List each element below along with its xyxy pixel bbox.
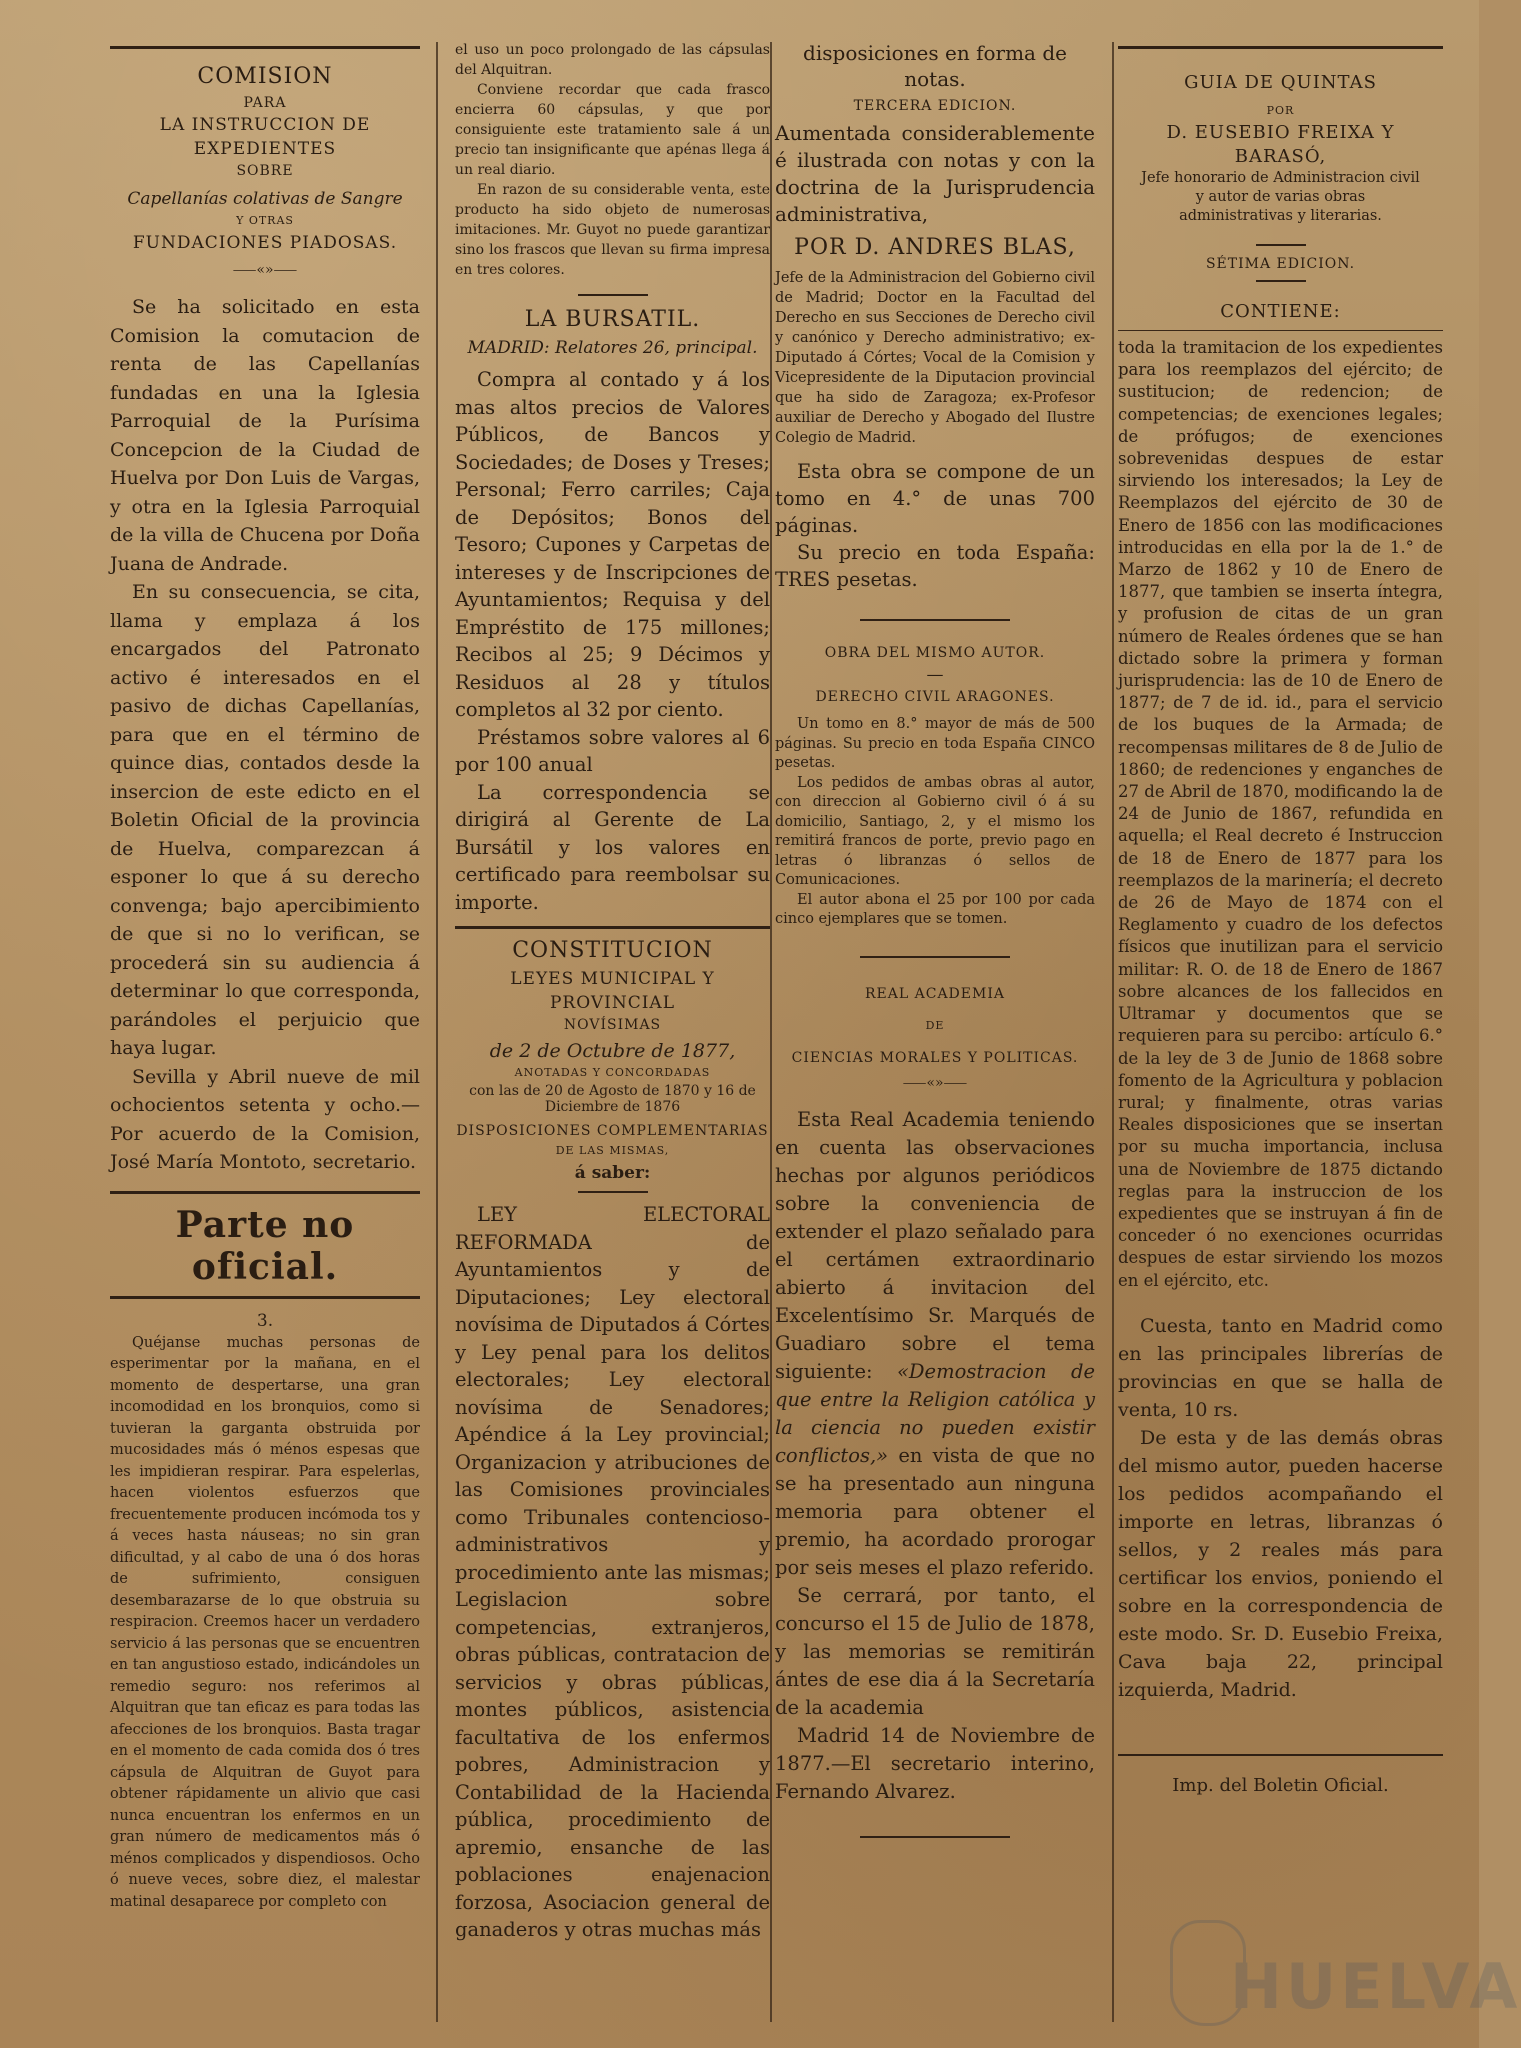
- heading-line: CIENCIAS MORALES Y POLITICAS.: [791, 1049, 1079, 1066]
- paragraph: Madrid 14 de Noviembre de 1877.—El secretario interino, Fernando Alvarez.: [775, 1723, 1095, 1803]
- heading-line: DERECHO CIVIL ARAGONES.: [815, 689, 1055, 705]
- ornament: ⸺«»⸺: [232, 262, 298, 278]
- heading-line: D. EUSEBIO FREIXA Y BARASÓ,: [1166, 122, 1395, 167]
- paragraph: De esta y de las demás obras del mismo autor, pueden hacerse los pedidos acompañando el importe en letras, libranzas ó sellos, y 2 reales más para certificar los envios, poniendo el sobre en la correspondencia de este modo. Sr. D. Eusebio Freixa, Cava baja 22, principal izquierda, Madrid.: [1118, 1426, 1443, 1701]
- paragraph: disposiciones en forma de notas.: [803, 41, 1067, 91]
- column-2: [455, 40, 770, 1988]
- heading-line: DE LAS MISMAS,: [555, 1144, 670, 1157]
- paragraph: En su consecuencia, se cita, llama y emplaza á los encargados del Patronato activo é interesados en el pasivo de dichas Capellanías, para que en el término de quince dias, contados desde la insercion de este edicto en el Boletin Oficial de la provincia de Huelva, comparezcan á esponer lo que á su derecho convenga; bajo apercibimiento de que si no lo verifican, se procederá sin su audiencia á determinar lo que corresponda, parándoles el perjuicio que haya lugar.: [110, 581, 420, 1059]
- rule: [578, 294, 648, 296]
- paragraph: Sevilla y Abril nueve de mil ochocientos setenta y ocho.—Por acuerdo de la Comision, José María Montoto, secretario.: [110, 1065, 420, 1173]
- heading-constitucion: CONSTITUCION: [512, 938, 713, 963]
- heading-line: Jefe honorario de Administracion civil y autor de varias obras administrativas y literarias.: [1141, 170, 1420, 224]
- heading-line: CONTIENE:: [1220, 301, 1341, 322]
- paragraph-text: en vista de que no se ha presentado aun ninguna memoria para obtener el premio, ha acordado prorogar por seis meses el plazo referido.: [775, 1443, 1095, 1579]
- paragraph: Cuesta, tanto en Madrid como en las principales librerías de provincias en que se halla de venta, 10 rs.: [1118, 1314, 1443, 1421]
- rule: [578, 1191, 648, 1193]
- paragraph: toda la tramitacion de los expedientes para los reemplazos del ejército; de sustitucion; de redencion; de competencias; de exenciones legales; de prófugos; de exenciones sobrevenidas despues de estar sirviendo los interesados; la Ley de Reemplazos del ejército de 30 de Enero de 1856 con las modificaciones introducidas en ella por la de 1.° de Marzo de 1862 y 10 de Enero de 1877, que tambien se inserta íntegra, y profusion de citas de un gran número de Reales órdenes que se han dictado sobre la primera y forman jurisprudencia: las de 10 de Enero de 1877; de 7 de id. id., para el servicio de los buques de la Armada; de recompensas militares de 8 de Julio de 1860; de redenciones y enganches de 27 de Abril de 1870, modificando la de 24 de Junio de 1867, refundida en aquella; el Real decreto é Instruccion de 18 de Enero de 1877 para los reemplazos de la marinería; el decreto de 26 de Mayo de 1874 con el Reglamento y cuadro de los defectos físicos que inutilizan para el servicio militar: R. O. de 18 de Enero de 1867 sobre alcances de los fallecidos en Ultramar y documentos que se requieren para su percibo: artículo 6.° de la ley de 3 de Junio de 1868 sobre fomento de la Agricultura y poblacion rural; y finalmente, otras varias Reales disposiciones que se insertan por su mucha importancia, inclusa una de Noviembre de 1875 dictando reglas para la instruccion de los expedientes que se instruyan á fin de conceder ó no exenciones ocurridas despues de estar sirviendo los mozos en el ejército, etc.: [1118, 338, 1443, 1290]
- heading-line: DISPOSICIONES COMPLEMENTARIAS: [456, 1123, 769, 1139]
- paragraph: Se cerrará, por tanto, el concurso el 15 de Julio de 1878, y las memorias se remitirán ántes de ese dia á la Secretaría de la academia: [775, 1583, 1095, 1719]
- paragraph: Préstamos sobre valores al 6 por 100 anual: [455, 725, 770, 776]
- paragraph: En razon de su considerable venta, este producto ha sido objeto de numerosas imitaciones. Mr. Guyot no puede garantizar sino los frascos que llevan su firma impresa en tres colores.: [455, 182, 770, 278]
- rule: [1118, 330, 1443, 331]
- column-3: [775, 40, 1095, 1988]
- heading-bursatil: LA BURSATIL.: [524, 307, 701, 332]
- paragraph: el uso un poco prolongado de las cápsulas del Alquitran.: [455, 42, 770, 78]
- heading-line: Capellanías colativas de Sangre: [127, 189, 403, 209]
- paragraph: Un tomo en 8.° mayor de más de 500 páginas. Su precio en toda España CINCO pesetas.: [775, 716, 1095, 771]
- heading-line: LEYES MUNICIPAL Y PROVINCIAL: [510, 969, 715, 1013]
- rule: [1118, 46, 1443, 49]
- rule: [860, 956, 1010, 958]
- paragraph: Aumentada considerablemente é ilustrada con notas y con la doctrina de la Jurisprudencia administrativa,: [775, 121, 1095, 226]
- paragraph: Compra al contado y á los mas altos precios de Valores Públicos, de Bancos y Sociedades; de Doses y Treses; Personal; Ferro carriles; Caja de Depósitos; Bonos del Tesoro; Cupones y Carpetas de intereses y de Inscripciones de Ayuntamientos; Requisa y del Empréstito de 175 millones; Recibos al 25; 9 Décimos y Residuos al 28 y títulos completos al 32 por ciento.: [455, 368, 770, 721]
- heading-line: DE: [925, 1018, 945, 1032]
- heading-guia: GUIA DE QUINTAS: [1184, 72, 1377, 93]
- ornament: ⸺«»⸺: [902, 1074, 968, 1091]
- heading-line: OBRA DEL MISMO AUTOR.: [824, 645, 1046, 661]
- heading-line: REAL ACADEMIA: [865, 985, 1005, 1002]
- column-1: [110, 40, 420, 1988]
- paragraph-text: Esta Real Academia teniendo en cuenta las observaciones hechas por algunos periódicos sobre la conveniencia de extender el plazo señalado para el certámen extraordinario abierto á invitacion del Excelentísimo Sr. Marqués de Guadiaro sobre el tema siguiente:: [775, 1107, 1095, 1383]
- article-number: 3.: [256, 1310, 274, 1331]
- paragraph: La correspondencia se dirigirá al Gerente de La Bursátil y los valores en certificado para reembolsar su importe.: [455, 780, 770, 914]
- heading-line: á saber:: [574, 1163, 651, 1183]
- rule: [110, 1191, 420, 1194]
- heading-line: Y OTRAS: [236, 214, 294, 227]
- heading-line: con las de 20 de Agosto de 1870 y 16 de Diciembre de 1876: [469, 1083, 756, 1115]
- rule: [1256, 280, 1306, 282]
- watermark-text: HUELVA: [1230, 1950, 1521, 2023]
- heading-line: LA INSTRUCCION DE EXPEDIENTES: [159, 115, 371, 159]
- rule: [110, 46, 420, 49]
- rule: [860, 619, 1010, 621]
- paragraph: Su precio en toda España: TRES pesetas.: [775, 541, 1095, 591]
- dash: —: [926, 665, 944, 685]
- paragraph: Los pedidos de ambas obras al autor, con direccion al Gobierno civil ó á su domicilio, Santiago, 2, y el mismo los remitirá francos de porte, previo pago en letras ó libranzas ó sellos de Comunicaciones.: [775, 774, 1095, 888]
- paragraph: Conviene recordar que cada frasco encierra 60 cápsulas, y que por consiguiente este tratamiento sale á un precio tan insignificante que apénas llega á un real diario.: [455, 82, 770, 178]
- column-4: [1118, 40, 1443, 1988]
- quote: «Demostracion de que entre la Religion católica y la ciencia no pueden existir conflictos,»: [775, 1359, 1095, 1467]
- column-rule: [1112, 42, 1114, 2022]
- rule: [860, 1836, 1010, 1838]
- section-title: Parte no oficial.: [175, 1203, 355, 1288]
- column-rule: [436, 42, 438, 2022]
- address: MADRID: Relatores 26, principal.: [467, 338, 758, 358]
- paragraph: El autor abona el 25 por 100 por cada cinco ejemplares que se tomen.: [775, 891, 1095, 927]
- paragraph: Jefe de la Administracion del Gobierno civil de Madrid; Doctor en la Facultad del Derecho en sus Secciones de Derecho civil y canónico y Derecho administrativo; ex-Diputado á Córtes; Vocal de la Comision y Vicepresidente de la Diputacion provincial que ha sido de Zaragoza; ex-Profesor auxiliar de Derecho y Abogado del Ilustre Colegio de Madrid.: [775, 270, 1095, 446]
- paragraph: Quéjanse muchas personas de esperimentar por la mañana, en el momento de despertarse, una gran incomodidad en los bronquios, como si tuvieran la garganta obstruida por mucosidades más ó ménos espesas que les impidieran respirar. Para espelerlas, hacen violentos esfuerzos que frecuentemente producen incómoda tos y á veces hasta náuseas; no sin gran dificultad, y al cabo de una ó dos horas de sufrimiento, consiguen desembarazarse de lo que obstruia su respiracion. Creemos hacer un verdadero servicio á las personas que se encuentren en tan angustioso estado, indicándoles un remedio seguro: nos referimos al Alquitran que tan eficaz es para todas las afecciones de los bronquios. Basta tragar en el momento de cada comida dos ó tres cápsula de Alquitran de Guyot para obtener rápidamente un alivio que casi nunca encuentran los enfermos en un gran número de medicamentos más ó ménos complicados y dispendiosos. Ocho ó nueve veces, sobre diez, el malestar matinal desaparece por completo con: [110, 1334, 420, 1910]
- heading-line: FUNDACIONES PIADOSAS.: [132, 233, 398, 253]
- imprint: Imp. del Boletin Oficial.: [1172, 1774, 1389, 1796]
- heading-line: PARA: [243, 95, 287, 111]
- heading-line: ANOTADAS Y CONCORDADAS: [514, 1066, 711, 1079]
- paragraph: Se ha solicitado en esta Comision la comutacion de renta de las Capellanías fundadas en una la Iglesia Parroquial de la Purísima Concepcion de la Ciudad de Huelva por Don Luis de Vargas, y otra en la Iglesia Parroquial de la villa de Chucena por Doña Juana de Andrade.: [110, 296, 420, 575]
- rule: [455, 926, 770, 929]
- paragraph: Esta obra se compone de un tomo en 4.° de unas 700 páginas.: [775, 460, 1095, 537]
- rule: [1256, 244, 1306, 246]
- heading-line: POR: [1266, 104, 1295, 117]
- edition: TERCERA EDICION.: [853, 98, 1017, 114]
- heading-comision: COMISION: [197, 64, 333, 89]
- heading-line: de 2 de Octubre de 1877,: [489, 1040, 736, 1062]
- edition: SÉTIMA EDICION.: [1205, 256, 1356, 272]
- heading-line: NOVÍSIMAS: [563, 1017, 662, 1033]
- paragraph: LEY ELECTORAL REFORMADA de Ayuntamientos y de Diputaciones; Ley electoral novísima de Diputados á Córtes y Ley penal para los delitos electorales; Ley electoral novísima de Senadores; Apéndice á la Ley provincial; Organizacion y atribuciones de las Comisiones provinciales como Tribunales contencioso-administrativos y procedimiento ante las mismas; Legislacion sobre competencias, extranjeros, obras públicas, contratacion de servicios y obras públicas, montes públicos, asistencia facultativa de los enfermos pobres, Administracion y Contabilidad de la Hacienda pública, procedimiento de apremio, ensanche de las poblaciones enajenacion forzosa, Asociacion general de ganaderos y otras muchas más: [455, 1203, 770, 1941]
- heading-line: SOBRE: [236, 163, 294, 179]
- author: POR D. ANDRES BLAS,: [794, 235, 1076, 260]
- huelva-watermark: [1170, 1880, 1521, 2030]
- rule: [110, 1296, 420, 1299]
- column-rule: [770, 42, 772, 2022]
- rule: [1118, 1754, 1443, 1756]
